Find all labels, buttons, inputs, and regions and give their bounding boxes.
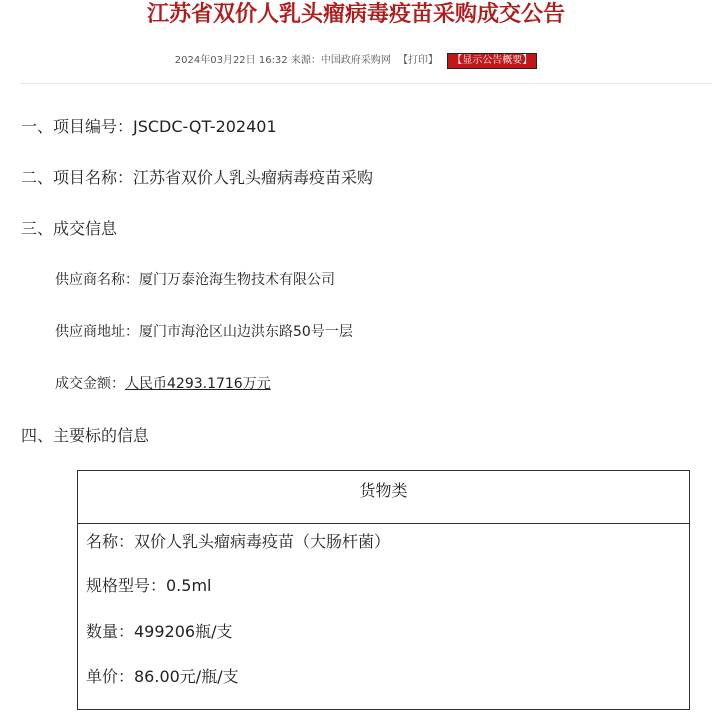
page-title: 江苏省双价人乳头瘤病毒疫苗采购成交公告 [146,2,565,27]
project-number: 一、项目编号：JSCDC-QT-202401 [21,117,277,136]
supplier-name: 供应商名称：厦门万泰沧海生物技术有限公司 [55,272,335,288]
deal-amount-value: 人民币4293.1716万元 [125,376,271,392]
main-subject-heading: 四、主要标的信息 [21,426,150,445]
goods-table [77,470,690,710]
project-name: 二、项目名称：江苏省双价人乳头瘤病毒疫苗采购 [21,168,374,187]
goods-table-header: 货物类 [78,471,689,524]
announcement-meta [0,53,712,69]
header-divider [20,83,712,84]
deal-amount-label: 成交金额： [55,376,125,392]
deal-amount [55,374,271,394]
print-link[interactable]: 【打印】 [398,55,439,66]
deal-info-heading: 三、成交信息 [21,219,118,238]
publish-datetime: 2024年03月22日 16:32 [174,55,288,66]
supplier-address: 供应商地址：厦门市海沧区山边洪东路50号一层 [55,324,353,340]
goods-unit-price: 单价：86.00元/瓶/支 [86,667,239,686]
goods-name: 名称：双价人乳头瘤病毒疫苗（大肠杆菌） [86,532,391,551]
goods-spec: 规格型号：0.5ml [86,576,212,595]
goods-quantity: 数量：499206瓶/支 [86,622,233,641]
show-summary-button[interactable]: 【显示公告概要】 [447,53,537,69]
source-text: 来源：中国政府采购网 [290,55,391,66]
